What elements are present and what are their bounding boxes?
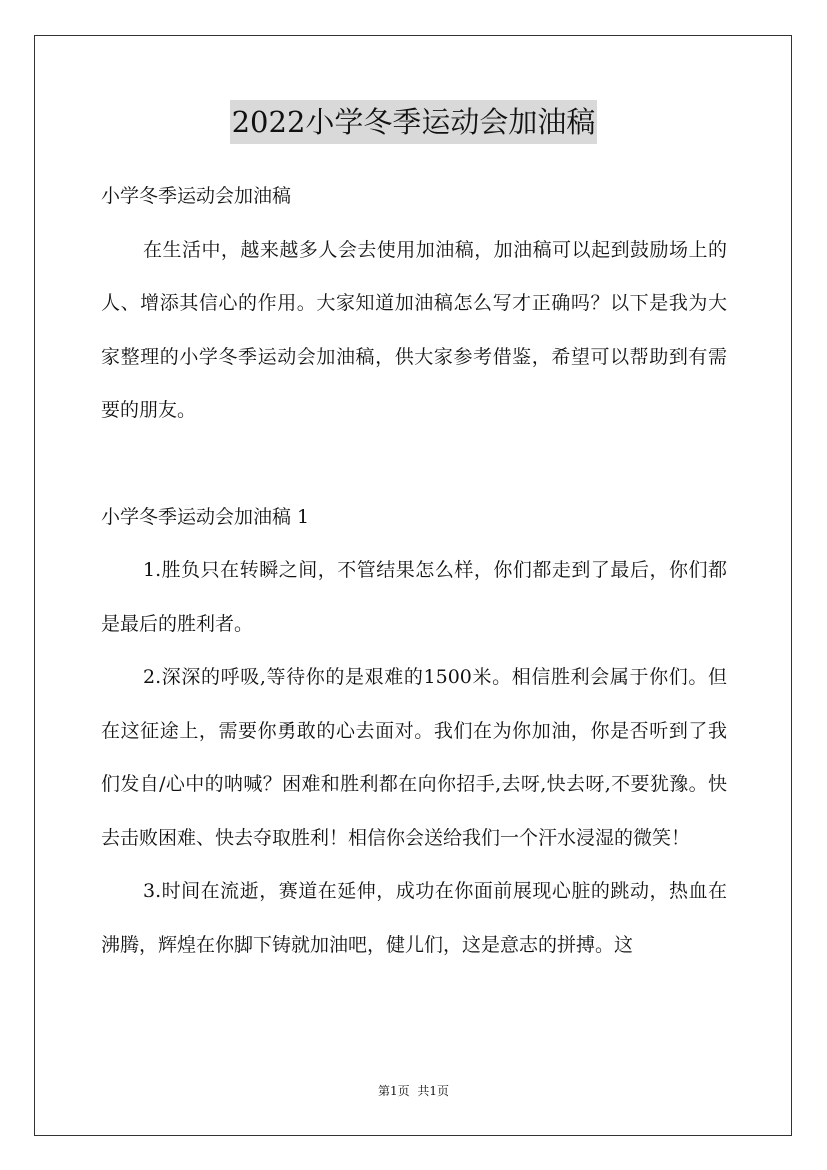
document-title: 2022小学冬季运动会加油稿: [230, 100, 598, 144]
page-footer: [0, 1082, 827, 1100]
cheer-item-3: 3.时间在流逝，赛道在延伸，成功在你面前展现心脏的跳动，热血在沸腾，辉煌在你脚下铸就加油吧，健儿们，这是意志的拼搏。这: [101, 880, 727, 956]
cheer-item-2: 2.深深的呼吸,等待你的是艰难的1500米。相信胜利会属于你们。但在这征途上，需要你勇敢的心去面对。我们在为你加油，你是否听到了我们发自/心中的呐喊？困难和胜利都在向你招手,去呀,快去呀,不要犹豫。快去击败困难、快去夺取胜利！相信你会送给我们一个汗水浸湿的微笑！: [101, 666, 727, 849]
page-number: 第1页: [377, 1084, 410, 1098]
section-heading: 小学冬季运动会加油稿 1: [101, 505, 310, 528]
subtitle: 小学冬季运动会加油稿: [101, 185, 292, 207]
title-container: [0, 100, 827, 144]
page-total: 共1页: [417, 1084, 450, 1098]
intro-paragraph: 在生活中，越来越多人会去使用加油稿，加油稿可以起到鼓励场上的人、增添其信心的作用。大家知道加油稿怎么写才正确吗？以下是我为大家整理的小学冬季运动会加油稿，供大家参考借鉴，希望可以帮助到有需要的朋友。: [101, 238, 727, 421]
cheer-item-1: 1.胜负只在转瞬之间，不管结果怎么样，你们都走到了最后，你们都是最后的胜利者。: [101, 559, 727, 635]
document-body: [101, 170, 727, 972]
spacer: [101, 438, 727, 491]
